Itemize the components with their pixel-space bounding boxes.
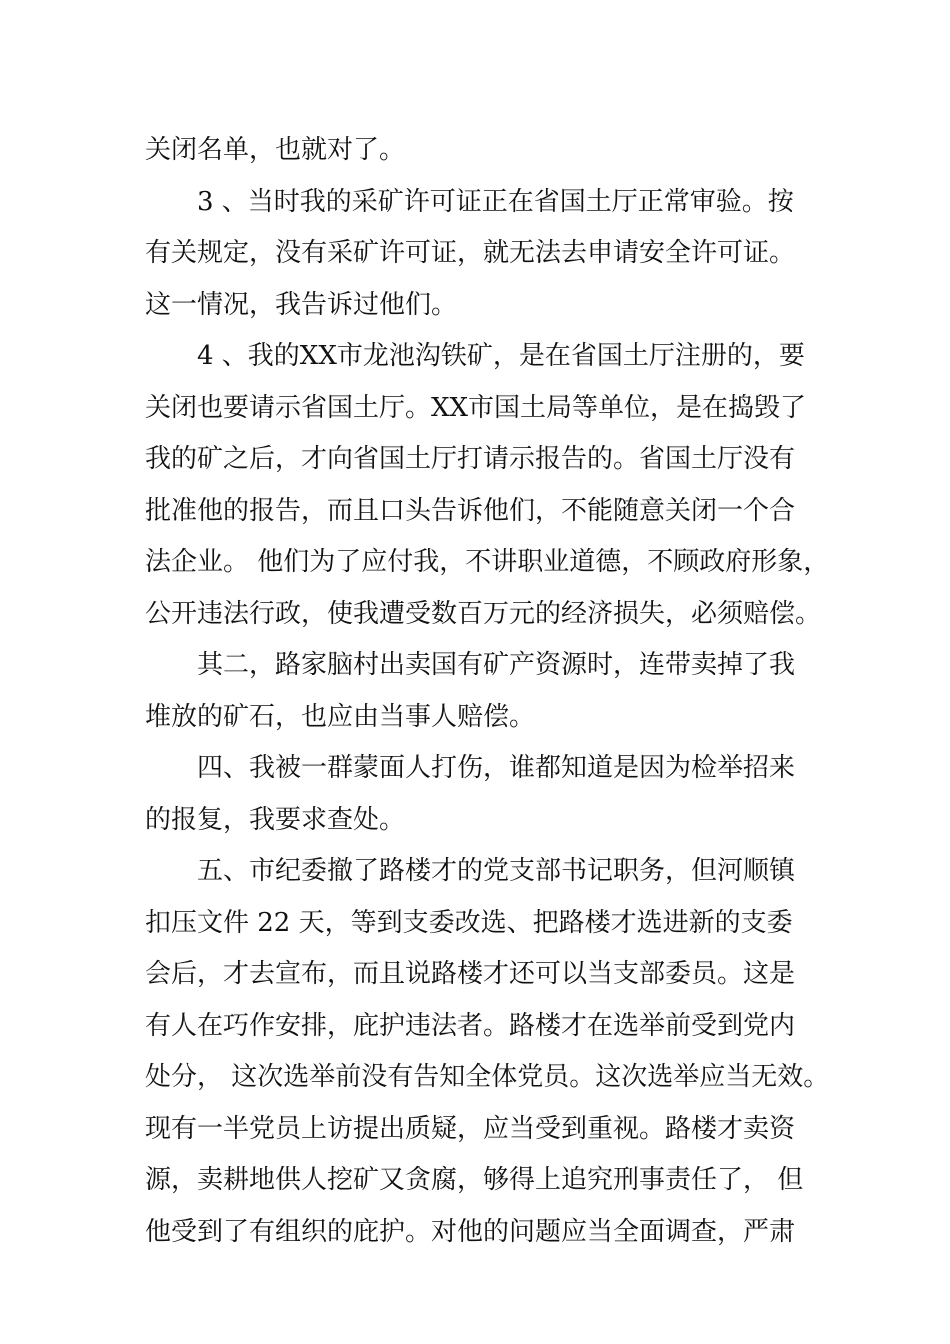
paragraph-si-start: 四、我被一群蒙面人打伤，谁都知道是因为检举招来 <box>197 753 796 783</box>
paragraph-4-start: 4 、我的XX市龙池沟铁矿，是在省国土厅注册的，要 <box>197 341 805 371</box>
text-line: 堆放的矿石，也应由当事人赔偿。 <box>145 701 536 732</box>
text-line: 这一情况，我告诉过他们。 <box>145 289 458 320</box>
text-line: 关闭名单，也就对了。 <box>145 135 406 165</box>
paragraph-wu-start: 五、市纪委撤了路楼才的党支部书记职务，但河顺镇 <box>197 856 796 886</box>
text-line: 关闭也要请示省国土厅。XX市国土局等单位，是在捣毁了 <box>145 392 807 423</box>
text-line: 现有一半党员上访提出质疑，应当受到重视。路楼才卖资 <box>145 1113 796 1144</box>
text-line: 法企业。 他们为了应付我，不讲职业道德，不顾政府形象， <box>145 547 830 577</box>
text-line: 批准他的报告，而且口头告诉他们，不能随意关闭一个合 <box>145 495 796 526</box>
paragraph-qi-er-start: 其二，路家脑村出卖国有矿产资源时，连带卖掉了我 <box>197 650 796 680</box>
text-line: 源，卖耕地供人挖矿又贪腐，够得上追究刑事责任了， 但 <box>145 1165 804 1195</box>
text-line: 有人在巧作安排，庇护违法者。路楼才在选举前受到党内 <box>145 1010 796 1041</box>
body-text <box>145 125 835 1258</box>
text-line: 有关规定，没有采矿许可证，就无法去申请安全许可证。 <box>145 238 796 268</box>
text-line: 会后，才去宣布，而且说路楼才还可以当支部委员。这是 <box>145 959 796 989</box>
text-line: 处分， 这次选举前没有告知全体党员。这次选举应当无效。 <box>145 1062 830 1092</box>
text-line: 的报复，我要求查处。 <box>145 804 406 835</box>
text-line: 我的矿之后，才向省国土厅打请示报告的。省国土厅没有 <box>145 444 796 474</box>
paragraph-3-start: 3 、当时我的采矿许可证正在省国土厅正常审验。按 <box>197 186 794 217</box>
text-line: 扣压文件 22 天，等到支委改选、把路楼才选进新的支委 <box>145 907 793 938</box>
text-line: 他受到了有组织的庇护。对他的问题应当全面调查，严肃 <box>145 1216 796 1247</box>
text-line: 公开违法行政，使我遭受数百万元的经济损失，必须赔偿。 <box>145 598 822 629</box>
